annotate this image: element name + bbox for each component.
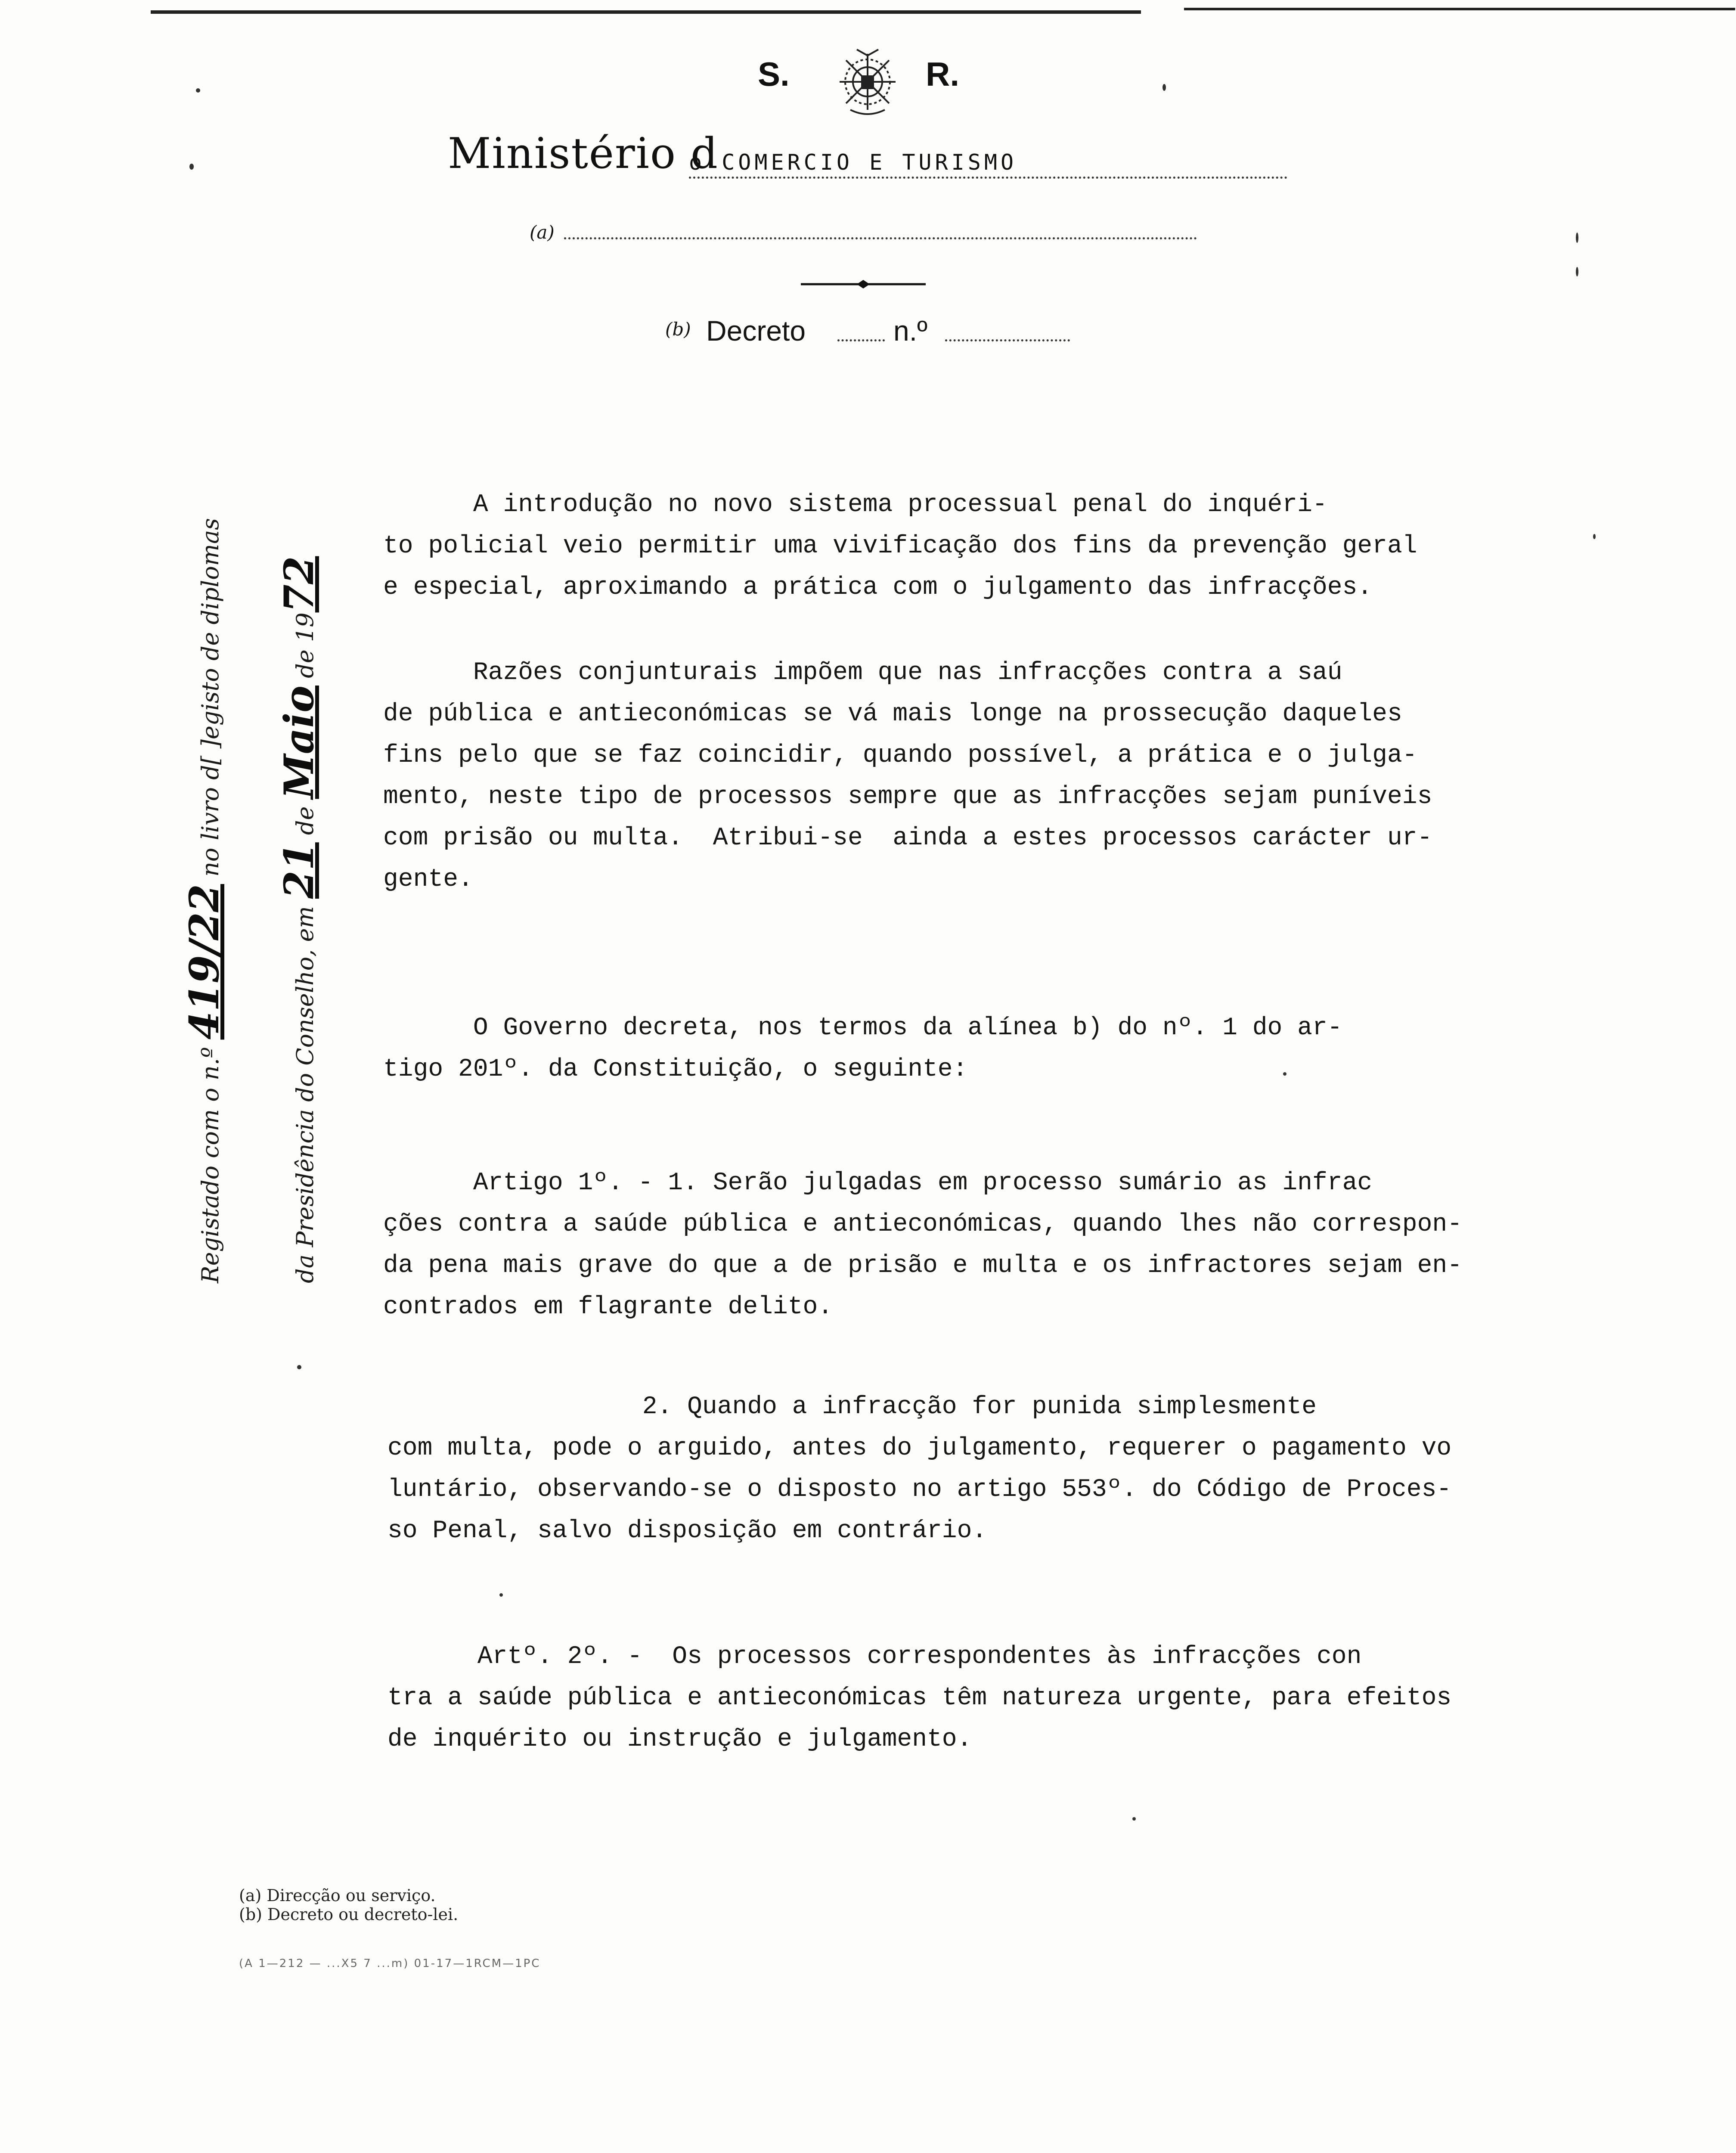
footnote-a: (a) Direcção ou serviço.	[239, 1886, 436, 1905]
ministry-value: o COMERCIO E TURISMO	[689, 150, 1287, 179]
scan-speck	[1593, 534, 1596, 539]
footnotes	[239, 1886, 626, 1946]
registration-day: 21	[276, 842, 323, 899]
scan-speck	[1576, 267, 1578, 276]
ministry-line	[448, 129, 1309, 185]
registration-year-prefix: de 19	[291, 612, 319, 678]
letterhead-sr	[741, 45, 982, 118]
preamble-paragraph-2: Razões conjunturais impõem que nas infracções contra a saú de pública e antieconómicas se vá mais longe na prossecução daqueles fins pelo que se faz coincidir, quando possível, a prática e o julga- mento, neste tipo de processos sempre que as infracções sejam puníveis com prisão ou multa. Atribui-se ainda a estes processos carácter ur- gente.	[383, 659, 1432, 893]
footnote-b: (b) Decreto ou decreto-lei.	[239, 1905, 459, 1924]
decree-marker: (b)	[665, 319, 691, 340]
scan-speck	[1283, 1072, 1286, 1076]
decree-number-label: n.º	[893, 315, 928, 347]
ministry-label: Ministério d	[448, 129, 719, 178]
scan-speck	[1576, 233, 1578, 243]
form-code: (A 1—212 — ...X5 7 ...m) 01-17—1RCM—1PC	[239, 1957, 541, 1970]
scan-speck	[1162, 84, 1166, 91]
top-rule	[151, 10, 1141, 14]
decree-line	[665, 314, 1074, 349]
scan-speck	[189, 164, 194, 170]
scan-speck	[297, 1365, 301, 1369]
coat-of-arms-icon	[827, 45, 908, 118]
ornament-divider	[801, 278, 926, 291]
enacting-clause: O Governo decreta, nos termos da alínea b) do nº. 1 do ar- tigo 201º. da Constituição, o seguinte:	[383, 1014, 1342, 1083]
decree-type-blank	[837, 339, 885, 341]
registration-de: de	[291, 806, 319, 835]
registration-line-2	[276, 556, 323, 1283]
article-1-paragraph-2: 2. Quando a infracção for punida simplesmente com multa, pode o arguido, antes do julgamento, requerer o pagamento vo luntário, observando-se o disposto no artigo 553º. do Código de Proces- so Penal, salvo disposição em contrário.	[388, 1393, 1452, 1545]
registration-month: Maio	[276, 686, 323, 799]
preamble-paragraph-1: A introdução no novo sistema processual penal do inquéri- to policial veio permitir uma vivificação dos fins da prevenção geral e especial, aproximando a prática com o julgamento das infracções.	[383, 491, 1417, 602]
registration-number: 419/22	[181, 884, 228, 1040]
registration-year: 72	[276, 556, 323, 613]
registration-note	[164, 508, 353, 1283]
direction-blank	[564, 237, 1197, 239]
registration-line-1	[181, 518, 228, 1283]
scan-speck	[196, 88, 200, 93]
sr-left-letter: S.	[758, 55, 790, 93]
article-2: Artº. 2º. - Os processos correspondentes às infracções con tra a saúde pública e antieconómicas têm natureza urgente, para efeitos de inquérito ou instrução e julgamento.	[388, 1643, 1452, 1753]
sr-right-letter: R.	[926, 55, 959, 93]
scan-speck	[499, 1593, 503, 1597]
decree-label: Decreto	[706, 315, 806, 347]
registration-council: da Presidência do Conselho, em	[291, 906, 319, 1283]
scan-speck	[1132, 1817, 1136, 1821]
direction-label: (a)	[530, 222, 555, 243]
direction-line	[530, 222, 1201, 248]
registration-book: no livro d[ ]egisto de diplomas	[197, 518, 224, 877]
article-1-paragraph-1: Artigo 1º. - 1. Serão julgadas em processo sumário as infrac ções contra a saúde pública e antieconómicas, quando lhes não correspon- da pena mais grave do que a de prisão e multa e os infractores sejam en- contrados em flagrante delito.	[383, 1169, 1463, 1321]
top-rule-right	[1184, 8, 1735, 10]
registration-text: Registado com o n.º	[197, 1047, 224, 1283]
decree-number-blank	[945, 339, 1070, 341]
